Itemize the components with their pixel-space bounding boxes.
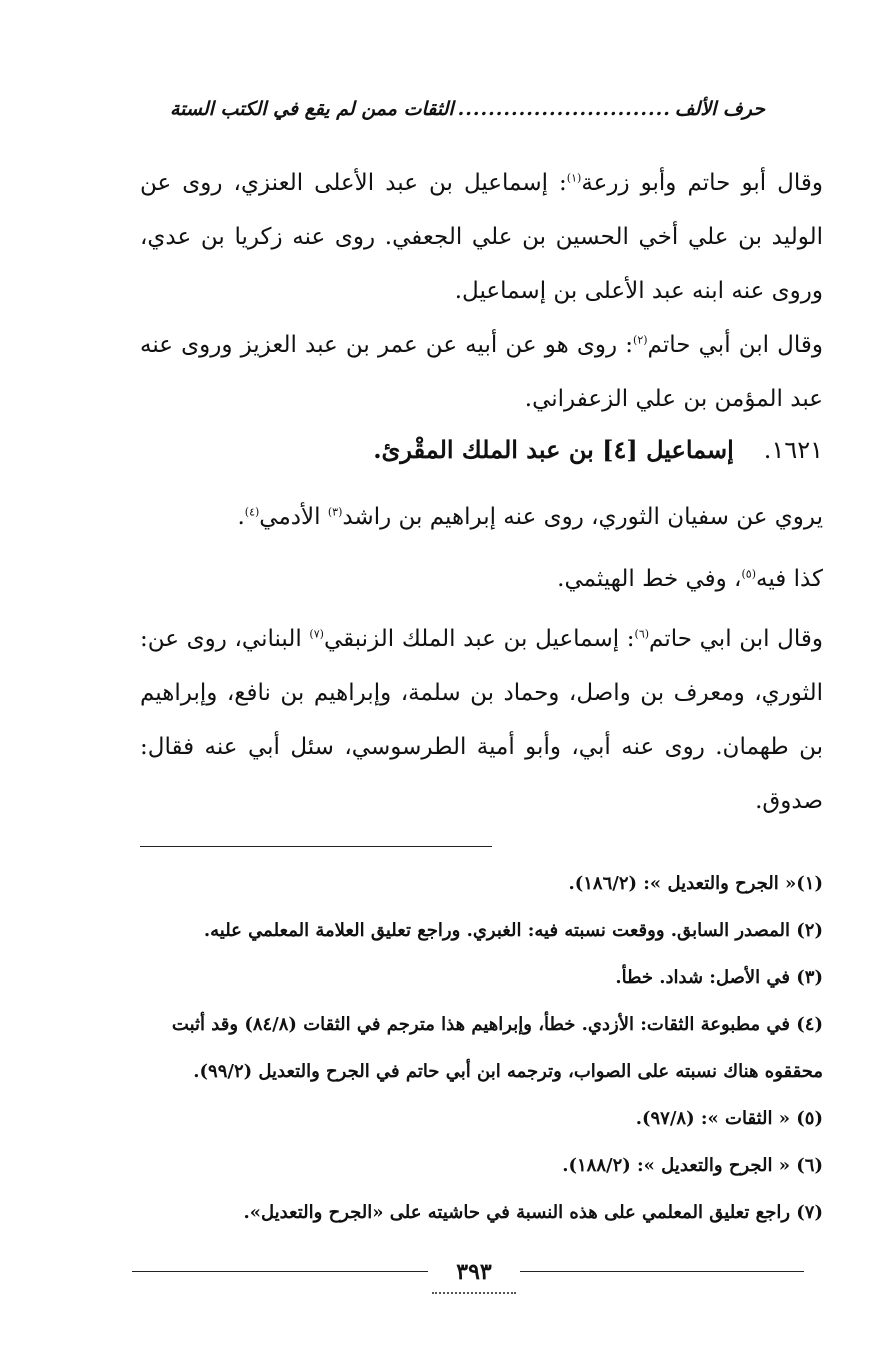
book-title: الثقات ممن لم يقع في الكتب الستة (170, 98, 454, 120)
entry-number: ١٦٢١. (763, 436, 823, 464)
footnotes (118, 860, 823, 1236)
footnote-4: (٤) في مطبوعة الثقات: الأزدي. خطأ، وإبراهيم هذا مترجم في الثقات (٨٤/٨) وقد أثبت محققوه هناك نسبته على الصواب، وترجمه ابن أبي حاتم في الجرح والتعديل (٩٩/٢). (171, 1014, 823, 1082)
text: : إسماعيل بن عبد الأعلى العنزي، روى عن الوليد بن علي أخي الحسين بن علي الجعفي. روى عنه زكريا بن عدي، وروى عنه ابنه عبد الأعلى بن إسماعيل. (140, 170, 823, 304)
footer-rule-right (520, 1271, 804, 1272)
footnote-7: (٧) راجع تعليق المعلمي على هذه النسبة في حاشيته على «الجرح والتعديل». (243, 1202, 823, 1223)
text: : روى هو عن أبيه عن عمر بن عبد العزيز وروى عنه عبد المؤمن بن علي الزعفراني. (140, 332, 823, 412)
entry-name: إسماعيل [٤] بن عبد الملك المقْرئ. (373, 435, 734, 464)
text: . (237, 504, 245, 530)
footnote-marker: (٤) (244, 505, 260, 519)
footnote-marker: (١) (566, 171, 582, 185)
header-dots: ............................ (457, 98, 671, 120)
footnote-3: (٣) في الأصل: شداد. خطأ. (615, 967, 823, 988)
text: وقال ابن أبي حاتم (647, 332, 823, 358)
footnote-2: (٢) المصدر السابق. ووقعت نسبته فيه: الغبري. وراجع تعليق العلامة المعلمي عليه. (203, 920, 823, 941)
paragraph-5 (140, 612, 823, 828)
chapter-title: حرف الألف (674, 98, 765, 120)
footnote-6: (٦) « الجرح والتعديل »: (١٨٨/٢). (562, 1155, 823, 1176)
paragraph-3 (140, 490, 823, 544)
text: الأدمي (259, 504, 328, 530)
page-number: ٣٩٣ (432, 1252, 516, 1294)
text: : إسماعيل بن عبد الملك الزنبقي (323, 626, 635, 652)
footnote-marker: (٣) (327, 505, 343, 519)
footnote-marker: (٧) (309, 627, 324, 641)
paragraph-2 (140, 318, 823, 426)
footnote-1: (١)« الجرح والتعديل »: (١٨٦/٢). (568, 873, 823, 894)
text: يروي عن سفيان الثوري، روى عنه إبراهيم بن راشد (342, 504, 823, 530)
running-header (170, 98, 765, 120)
footer-rule-left (132, 1271, 428, 1272)
footnote-separator (140, 846, 492, 847)
paragraph-4 (140, 552, 823, 606)
text: كذا فيه (756, 566, 823, 592)
paragraph-1 (140, 156, 823, 318)
text: وقال أبو حاتم وأبو زرعة (581, 170, 823, 196)
text: البناني، روى عن: الثوري، ومعرف بن واصل، وحماد بن سلمة، وإبراهيم بن نافع، وإبراهيم بن طهمان. روى عنه أبي، وأبو أمية الطرسوسي، سئل أبي عنه فقال: صدوق. (140, 626, 823, 814)
text: وقال ابن ابي حاتم (649, 626, 823, 652)
text: ، وفي خط الهيثمي. (557, 566, 742, 592)
footnote-marker: (٢) (633, 333, 648, 347)
footnote-marker: (٦) (634, 627, 650, 641)
footnote-5: (٥) « الثقات »: (٩٧/٨). (635, 1108, 823, 1129)
footnote-marker: (٥) (741, 567, 756, 581)
entry-heading (140, 423, 823, 477)
